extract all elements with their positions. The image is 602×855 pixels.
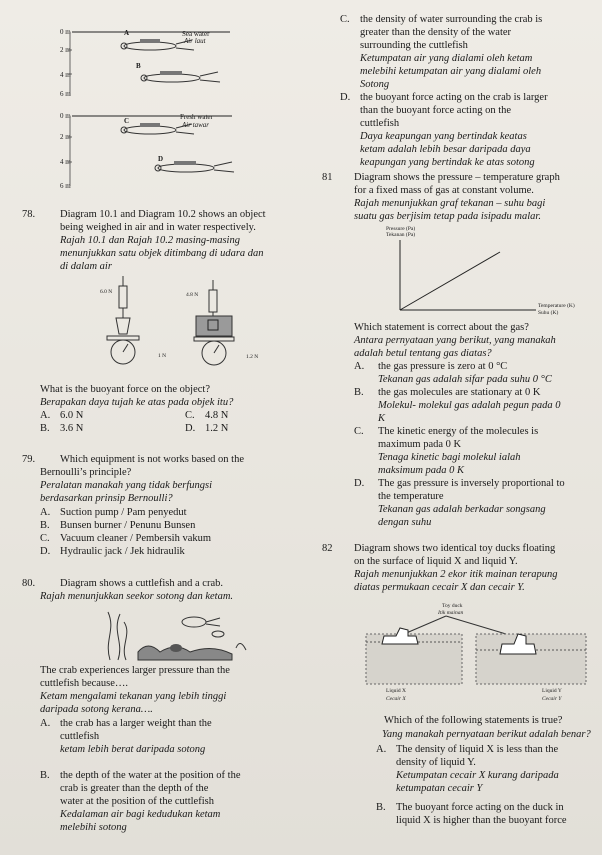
- option-text: 6.0 N: [60, 410, 84, 421]
- depth-label: 6 m: [60, 182, 71, 190]
- stem-en: Diagram shows two identical toy ducks floating: [354, 543, 556, 554]
- option-text-ms: Kedalaman air bagi kedudukan ketam: [60, 809, 221, 820]
- option-text-ms: ketam lebih berat daripada sotong: [60, 744, 206, 755]
- option-letter: D.: [354, 478, 365, 489]
- option-letter: D.: [340, 92, 351, 103]
- depth-label: 6 m: [60, 90, 71, 98]
- liquid-y-label-ms: Cecair Y: [542, 696, 562, 702]
- stem-ms: suatu gas berjisim tetap pada isipadu malar.: [354, 211, 541, 222]
- marker-c: C: [124, 117, 130, 125]
- graph-x-label-ms: Suhu (K): [538, 310, 559, 316]
- fresh-water-label: Fresh water: [180, 113, 213, 121]
- option-text: 3.6 N: [60, 423, 84, 434]
- option-text: greater than the density of the water: [360, 27, 512, 38]
- weight-label: 1 N: [158, 353, 167, 359]
- question-text: What is the buoyant force on the object?: [40, 384, 210, 395]
- option-text: the depth of the water at the position of the: [60, 770, 241, 781]
- graph-y-label: Pressure (Pa): [386, 226, 416, 232]
- question-number: 80.: [22, 578, 36, 589]
- option-text: The buoyant force acting on the duck in: [396, 802, 564, 813]
- question-text-ms: Ketam mengalami tekanan yang lebih tinggi: [40, 691, 227, 702]
- option-text-ms: melebihi sotong: [60, 822, 127, 833]
- marker-a: A: [124, 29, 130, 37]
- question-number: 78.: [22, 209, 36, 220]
- depth-label: 4 m: [60, 158, 71, 166]
- option-text-ms: melebihi ketumpatan air yang dialami oleh: [360, 66, 542, 77]
- option-text-ms: Sotong: [360, 79, 390, 90]
- option-text: 1.2 N: [205, 423, 229, 434]
- option-letter: B.: [354, 387, 364, 398]
- option-text: density of liquid Y.: [396, 757, 476, 768]
- option-text-ms: ketumpatan cecair Y: [396, 783, 483, 794]
- option-text: crab is greater than the depth of the: [60, 783, 209, 794]
- stem-ms: Rajah menunjukkan seekor sotong dan ketam.: [40, 591, 234, 602]
- weight-label: 6.0 N: [100, 289, 113, 295]
- option-text: The density of liquid X is less than the: [396, 744, 559, 755]
- liquid-x-label: Liquid X: [386, 688, 407, 694]
- option-text: surrounding the cuttlefish: [360, 40, 468, 51]
- stem-en: for a fixed mass of gas at constant volume.: [354, 185, 534, 196]
- option-text: the density of water surrounding the crab is: [360, 14, 543, 25]
- sea-water-label: Sea water: [182, 30, 210, 38]
- option-text: liquid X is higher than the buoyant force: [396, 815, 567, 826]
- question-number: 79.: [22, 454, 36, 465]
- marker-b: B: [136, 62, 141, 70]
- stem-ms: Rajah menunjukkan 2 ekor itik mainan terapung: [354, 569, 558, 580]
- stem-en: being weighed in air and in water respectively.: [60, 222, 256, 233]
- option-text: the crab has a larger weight than the: [60, 718, 212, 729]
- sea-water-label-ms: Air laut: [184, 37, 206, 45]
- option-letter: A.: [40, 410, 51, 421]
- stem-ms: Peralatan manakah yang tidak berfungsi: [40, 480, 213, 491]
- graph-x-label: Temperature (K): [538, 303, 575, 309]
- question-text-ms: Berapakan daya tujah ke atas pada objek itu?: [40, 397, 234, 408]
- option-letter: D.: [185, 423, 196, 434]
- option-text: the temperature: [378, 491, 444, 502]
- weight-label: 4.8 N: [186, 292, 199, 298]
- question-number: 81: [322, 172, 333, 183]
- option-text-ms: Tekanan gas adalah berkadar songsang: [378, 504, 546, 515]
- option-text: cuttlefish: [360, 118, 400, 129]
- option-letter: B.: [376, 802, 386, 813]
- option-letter: C.: [354, 426, 364, 437]
- fresh-water-label-ms: Air tawar: [182, 121, 210, 129]
- option-text-ms: maksimum pada 0 K: [378, 465, 465, 476]
- depth-label: 4 m: [60, 71, 71, 79]
- question-text: The crab experiences larger pressure than the: [40, 665, 230, 676]
- option-letter: B.: [40, 770, 50, 781]
- question-text-ms: Yang manakah pernyataan berikut adalah benar?: [382, 729, 591, 740]
- graph-y-label-ms: Tekanan (Pa): [386, 232, 416, 238]
- option-letter: A.: [40, 718, 51, 729]
- option-text: the buoyant force acting on the crab is larger: [360, 92, 548, 103]
- stem-ms: berdasarkan prinsip Bernoulli?: [40, 493, 173, 504]
- option-text: the gas pressure is zero at 0 °C: [378, 361, 508, 372]
- option-text-ms: Tenaga kinetic bagi molekul ialah: [378, 452, 521, 463]
- question-number: 82: [322, 543, 333, 554]
- option-letter: C.: [185, 410, 195, 421]
- option-text-ms: dengan suhu: [378, 517, 432, 528]
- option-letter: A.: [376, 744, 387, 755]
- toy-duck-label: Toy duck: [442, 603, 463, 609]
- option-letter: B.: [40, 520, 50, 531]
- stem-ms: Rajah 10.1 dan Rajah 10.2 masing-masing: [60, 235, 240, 246]
- option-text-ms: Ketumpatan air yang dialami oleh ketam: [360, 53, 533, 64]
- stem-ms: di dalam air: [60, 261, 112, 272]
- question-text: Which statement is correct about the gas?: [354, 322, 529, 333]
- option-text: the gas molecules are stationary at 0 K: [378, 387, 541, 398]
- depth-label: 2 m: [60, 46, 71, 54]
- option-letter: A.: [354, 361, 365, 372]
- question-text-ms: adalah betul tentang gas diatas?: [354, 348, 492, 359]
- stem-en: Diagram shows the pressure – temperature graph: [354, 172, 560, 183]
- option-text: than the buoyant force acting on the: [360, 105, 512, 116]
- option-text: water at the position of the cuttlefish: [60, 796, 214, 807]
- marker-d: D: [158, 155, 164, 163]
- question-text-ms: daripada sotong kerana….: [40, 704, 153, 715]
- option-text: Suction pump / Pam penyedut: [60, 507, 187, 518]
- stem-ms: diatas permukaan cecair X dan cecair Y.: [354, 582, 525, 593]
- option-text: Bunsen burner / Penunu Bunsen: [60, 520, 196, 531]
- option-text-ms: K: [378, 413, 386, 424]
- option-text-ms: Molekul- molekul gas adalah pegun pada 0: [378, 400, 561, 411]
- option-text: The gas pressure is inversely proportional to: [378, 478, 565, 489]
- option-text: Vacuum cleaner / Pembersih vakum: [60, 533, 212, 544]
- option-text-ms: Daya keapungan yang bertindak keatas: [360, 131, 527, 142]
- depth-label: 0 m: [60, 28, 71, 36]
- option-letter: C.: [40, 533, 50, 544]
- option-text: maximum pada 0 K: [378, 439, 462, 450]
- stem-en: on the surface of liquid X and liquid Y.: [354, 556, 518, 567]
- stem-en: Diagram 10.1 and Diagram 10.2 shows an object: [60, 209, 266, 220]
- depth-label: 2 m: [60, 133, 71, 141]
- stem-ms: Rajah menunjukkan graf tekanan – suhu bagi: [354, 198, 546, 209]
- option-text: 4.8 N: [205, 410, 229, 421]
- liquid-y-label: Liquid Y: [542, 688, 562, 694]
- option-text: The kinetic energy of the molecules is: [378, 426, 539, 437]
- question-text: cuttlefish because….: [40, 678, 129, 689]
- option-letter: D.: [40, 546, 51, 557]
- question-text-ms: Antara pernyataan yang berikut, yang manakah: [354, 335, 556, 346]
- stem-en: Bernoulli’s principle?: [40, 467, 132, 478]
- option-text-ms: Ketumpatan cecair X kurang daripada: [396, 770, 559, 781]
- option-letter: B.: [40, 423, 50, 434]
- option-letter: C.: [340, 14, 350, 25]
- option-text: Hydraulic jack / Jek hidraulik: [60, 546, 185, 557]
- liquid-x-label-ms: Cecair X: [386, 696, 406, 702]
- toy-duck-label-ms: Itik mainan: [438, 610, 464, 616]
- stem-en: Diagram shows a cuttlefish and a crab.: [60, 578, 223, 589]
- option-text-ms: ketam adalah lebih besar daripada daya: [360, 144, 531, 155]
- option-text-ms: Tekanan gas adalah sifar pada suhu 0 °C: [378, 374, 552, 385]
- option-letter: A.: [40, 507, 51, 518]
- depth-label: 0 m: [60, 112, 71, 120]
- stem-ms: menunjukkan satu objek ditimbang di udara dan: [60, 248, 264, 259]
- question-text: Which of the following statements is true?: [384, 715, 563, 726]
- weight-label: 1.2 N: [246, 354, 259, 360]
- option-text-ms: keapungan yang bertindak ke atas sotong: [360, 157, 535, 168]
- option-text: cuttlefish: [60, 731, 100, 742]
- stem-en: Which equipment is not works based on the: [60, 454, 245, 465]
